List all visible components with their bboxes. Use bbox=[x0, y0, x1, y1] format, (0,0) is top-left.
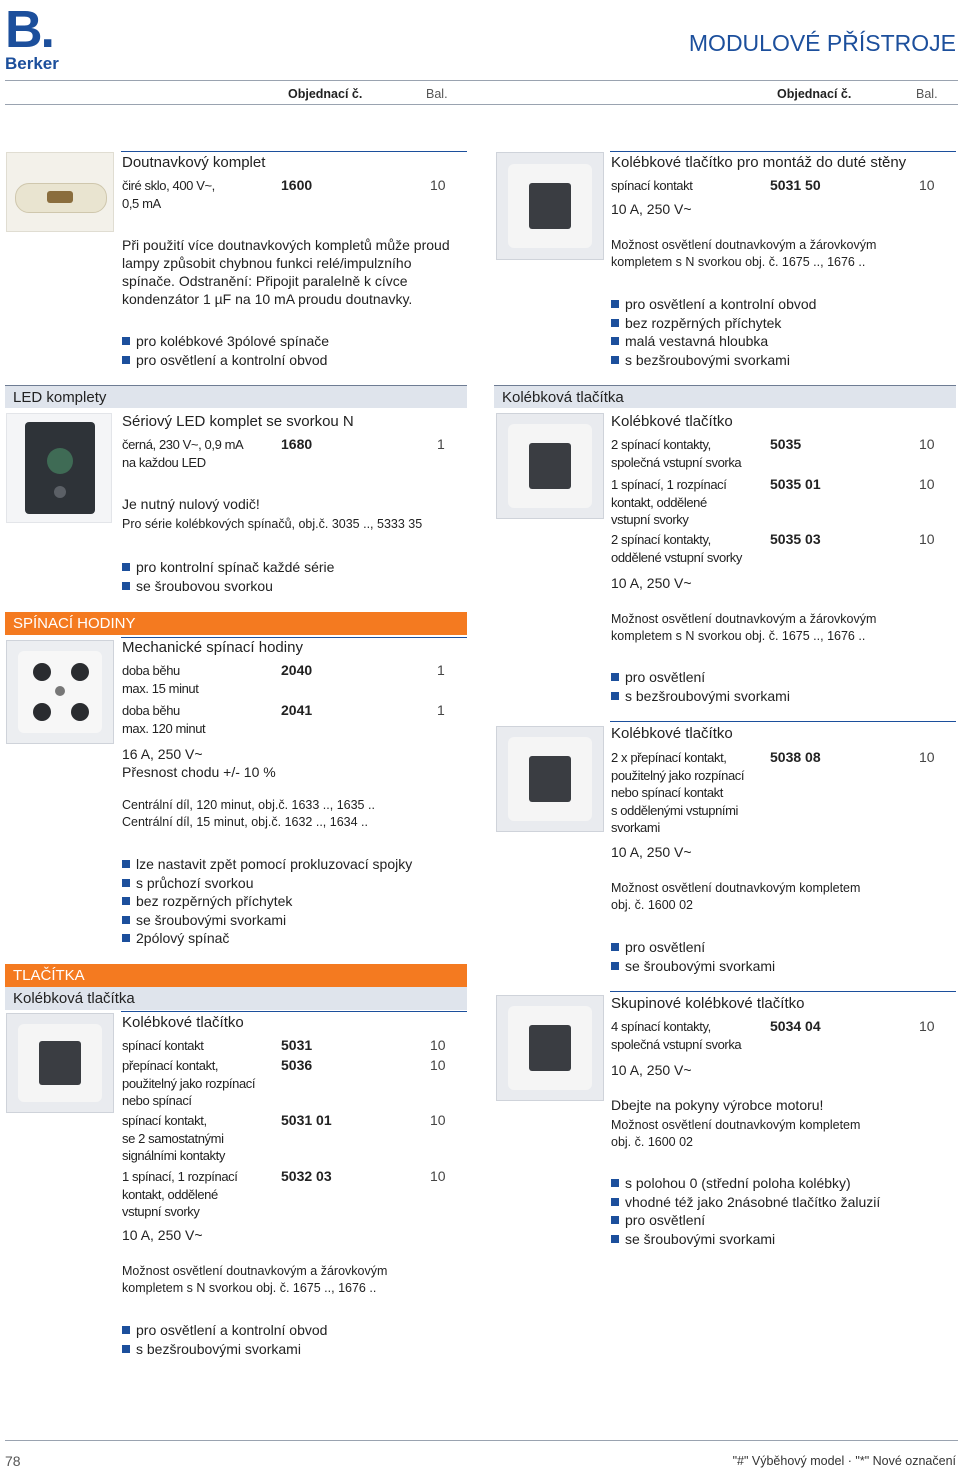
timer-row-label: max. 120 minut bbox=[122, 721, 206, 736]
bullet-square-icon bbox=[122, 1345, 130, 1353]
timer-row-label: max. 15 minut bbox=[122, 681, 199, 696]
order-number: 1600 bbox=[281, 177, 313, 193]
bullet-text: s bezšroubovými svorkami bbox=[625, 687, 790, 704]
bullet-text: pro osvětlení bbox=[625, 669, 706, 685]
footer-divider bbox=[5, 1440, 958, 1441]
pack-qty: 10 bbox=[430, 1168, 446, 1184]
bullet-square-icon bbox=[611, 300, 619, 308]
glow-lamp-image bbox=[6, 152, 114, 232]
col-pack-2: Bal. bbox=[916, 87, 938, 101]
bullet-item bbox=[122, 332, 329, 351]
header-divider bbox=[5, 80, 958, 81]
col-order-2: Objednací č. bbox=[777, 87, 852, 101]
row-line: nebo spínací bbox=[122, 1093, 192, 1108]
order-number: 5035 bbox=[770, 436, 802, 452]
row-line: kontakt, oddělené bbox=[611, 494, 707, 510]
rocker-row-label: spínací kontakt bbox=[122, 1038, 204, 1053]
bullet-item bbox=[611, 668, 790, 687]
glow-lamp-desc: čiré sklo, 400 V~, bbox=[122, 178, 215, 193]
bullet-square-icon bbox=[122, 1326, 130, 1334]
bullet-square-icon bbox=[611, 319, 619, 327]
rocker-row-label bbox=[122, 1112, 225, 1165]
bullet-square-icon bbox=[122, 934, 130, 942]
note-line: lampy způsobit chybnou funkci relé/impulzního bbox=[122, 255, 412, 271]
group-rocker-row-label bbox=[611, 1018, 741, 1053]
bullet-item bbox=[122, 1340, 327, 1359]
bullet-item bbox=[611, 1174, 880, 1193]
group-rocker-note: obj. č. 1600 02 bbox=[611, 1135, 694, 1149]
divider bbox=[610, 151, 956, 152]
glow-lamp-title: Doutnavkový komplet bbox=[122, 154, 266, 171]
bullet-item bbox=[122, 558, 334, 577]
section-rocker-buttons: Kolébková tlačítka bbox=[494, 385, 956, 408]
order-number: 5036 bbox=[281, 1057, 313, 1073]
bullet-text: pro osvětlení a kontrolní obvod bbox=[136, 351, 328, 368]
rocker2-title: Kolébkové tlačítko bbox=[611, 725, 733, 742]
led-title: Sériový LED komplet se svorkou N bbox=[122, 413, 354, 430]
bullet-text: s průchozí svorkou bbox=[136, 874, 254, 891]
order-number: 2040 bbox=[281, 662, 313, 678]
logo-letter: B. bbox=[5, 1, 53, 59]
row-line: 1 spínací, 1 rozpínací bbox=[611, 477, 727, 492]
footer-legend: "#" Výběhový model · "*" Nové označení bbox=[732, 1454, 956, 1468]
rocker1-spec: 10 A, 250 V~ bbox=[611, 575, 692, 591]
group-rocker-image bbox=[496, 995, 604, 1101]
rocker1-title: Kolébkové tlačítko bbox=[611, 413, 733, 430]
group-rocker-spec: 10 A, 250 V~ bbox=[611, 1062, 692, 1078]
order-number: 5035 03 bbox=[770, 531, 821, 547]
order-number: 5031 bbox=[281, 1037, 313, 1053]
pack-qty: 1 bbox=[437, 436, 445, 452]
pack-qty: 10 bbox=[430, 1057, 446, 1073]
hollow-wall-note: Možnost osvětlení doutnavkovým a žárovkovým bbox=[611, 238, 877, 252]
group-rocker-warning: Dbejte na pokyny výrobce motoru! bbox=[611, 1097, 824, 1113]
timer-row-label: doba běhu bbox=[122, 703, 180, 718]
rocker1-note: Možnost osvětlení doutnavkovým a žárovkovým bbox=[611, 612, 877, 626]
bullet-square-icon bbox=[122, 916, 130, 924]
pack-qty: 1 bbox=[437, 702, 445, 718]
bullet-square-icon bbox=[611, 692, 619, 700]
section-led: LED komplety bbox=[5, 385, 467, 408]
bullet-text: pro kontrolní spínač každé série bbox=[136, 559, 335, 575]
bullet-item bbox=[122, 855, 412, 874]
divider bbox=[121, 151, 467, 152]
bullet-square-icon bbox=[611, 356, 619, 364]
feature-list bbox=[122, 855, 412, 948]
row-line: s oddělenými vstupními bbox=[611, 802, 739, 818]
bullet-square-icon bbox=[122, 879, 130, 887]
bullet-text: se šroubovými svorkami bbox=[136, 911, 287, 928]
col-order-1: Objednací č. bbox=[288, 87, 363, 101]
bullet-item bbox=[611, 1230, 880, 1249]
bullet-item bbox=[611, 687, 790, 706]
section-pushbuttons: TLAČÍTKA bbox=[5, 964, 467, 987]
led-kit-image bbox=[6, 413, 112, 523]
row-line: použitelný jako rozpínací bbox=[611, 767, 745, 783]
bullet-text: s polohou 0 (střední poloha kolébky) bbox=[625, 1175, 851, 1191]
rocker2-row-label bbox=[611, 749, 744, 837]
bullet-item bbox=[122, 1321, 327, 1340]
timer-central: Centrální díl, 15 minut, obj.č. 1632 .., 1634 .. bbox=[122, 815, 368, 829]
bullet-text: 2pólový spínač bbox=[136, 930, 230, 946]
bullet-square-icon bbox=[611, 337, 619, 345]
bullet-text: vhodné též jako 2násobné tlačítko žaluzií bbox=[625, 1193, 881, 1210]
rocker-note: Možnost osvětlení doutnavkovým a žárovkovým bbox=[122, 1264, 388, 1278]
row-line: 4 spínací kontakty, bbox=[611, 1019, 711, 1034]
timer-title: Mechanické spínací hodiny bbox=[122, 639, 303, 656]
row-line: použitelný jako rozpínací bbox=[122, 1075, 256, 1091]
group-rocker-note: Možnost osvětlení doutnavkovým kompletem bbox=[611, 1118, 861, 1132]
row-line: 2 x přepínací kontakt, bbox=[611, 750, 727, 765]
row-line: vstupní svorky bbox=[611, 512, 689, 527]
rocker-button-image bbox=[6, 1013, 114, 1113]
bullet-text: pro osvětlení bbox=[625, 939, 706, 955]
bullet-item bbox=[611, 957, 775, 976]
hollow-wall-desc: spínací kontakt bbox=[611, 178, 693, 193]
section-timers: SPÍNACÍ HODINY bbox=[5, 612, 467, 635]
row-line: nebo spínací kontakt bbox=[611, 785, 723, 800]
bullet-item bbox=[122, 911, 412, 930]
rocker-note: kompletem s N svorkou obj. č. 1675 .., 1676 .. bbox=[122, 1281, 377, 1295]
bullet-text: lze nastavit zpět pomocí prokluzovací spojky bbox=[136, 856, 413, 872]
bullet-square-icon bbox=[122, 897, 130, 905]
pack-qty: 10 bbox=[430, 1112, 446, 1128]
bullet-item bbox=[611, 1193, 880, 1212]
pack-qty: 1 bbox=[437, 662, 445, 678]
order-number: 1680 bbox=[281, 436, 313, 452]
bullet-square-icon bbox=[611, 1235, 619, 1243]
bullet-text: bez rozpěrných příchytek bbox=[136, 893, 293, 909]
bullet-text: pro osvětlení a kontrolní obvod bbox=[625, 296, 817, 312]
row-line: spínací kontakt, bbox=[122, 1113, 207, 1128]
rocker2-note: Možnost osvětlení doutnavkovým kompletem bbox=[611, 881, 861, 895]
pack-qty: 10 bbox=[430, 177, 446, 193]
bullet-text: se šroubovými svorkami bbox=[625, 1230, 776, 1247]
pack-qty: 10 bbox=[919, 177, 935, 193]
bullet-square-icon bbox=[611, 1198, 619, 1206]
pack-qty: 10 bbox=[919, 749, 935, 765]
bullet-text: s bezšroubovými svorkami bbox=[136, 1340, 301, 1357]
led-note: Je nutný nulový vodič! bbox=[122, 496, 260, 512]
note-line: spínače. Odstranění: Připojit paralelně k cívce bbox=[122, 273, 408, 289]
bullet-item bbox=[611, 332, 816, 351]
col-pack-1: Bal. bbox=[426, 87, 448, 101]
bullet-text: pro osvětlení a kontrolní obvod bbox=[136, 1322, 328, 1338]
bullet-text: malá vestavná hloubka bbox=[625, 333, 769, 349]
note-line: Při použití více doutnavkových kompletů může proud bbox=[122, 237, 450, 253]
bullet-item bbox=[122, 577, 334, 596]
bullet-square-icon bbox=[122, 563, 130, 571]
rocker-spec: 10 A, 250 V~ bbox=[122, 1227, 203, 1243]
feature-list bbox=[611, 1174, 880, 1248]
hollow-wall-spec: 10 A, 250 V~ bbox=[611, 201, 692, 217]
berker-logo bbox=[5, 1, 67, 73]
divider bbox=[610, 991, 956, 992]
bullet-item bbox=[611, 938, 775, 957]
rocker-title: Kolébkové tlačítko bbox=[122, 1014, 244, 1031]
order-number: 5038 08 bbox=[770, 749, 821, 765]
double-rocker-image bbox=[496, 413, 604, 519]
row-line: oddělené vstupní svorky bbox=[611, 549, 742, 565]
group-rocker-title: Skupinové kolébkové tlačítko bbox=[611, 995, 805, 1012]
changeover-rocker-image bbox=[496, 726, 604, 832]
bullet-item bbox=[611, 351, 816, 370]
feature-list bbox=[611, 295, 816, 369]
bullet-square-icon bbox=[611, 1216, 619, 1224]
rocker1-row-label bbox=[611, 531, 742, 566]
bullet-text: se šroubovou svorkou bbox=[136, 577, 273, 594]
bullet-square-icon bbox=[611, 1179, 619, 1187]
bullet-text: bez rozpěrných příchytek bbox=[625, 314, 782, 331]
led-desc: na každou LED bbox=[122, 455, 206, 470]
order-number: 5035 01 bbox=[770, 476, 821, 492]
row-line: vstupní svorky bbox=[122, 1204, 200, 1219]
pack-qty: 10 bbox=[919, 1018, 935, 1034]
rocker1-row-label bbox=[611, 476, 727, 529]
bullet-text: s bezšroubovými svorkami bbox=[625, 351, 790, 368]
row-line: 1 spínací, 1 rozpínací bbox=[122, 1169, 238, 1184]
pack-qty: 10 bbox=[919, 476, 935, 492]
header-divider-2 bbox=[5, 104, 958, 105]
rocker2-note: obj. č. 1600 02 bbox=[611, 898, 694, 912]
timer-image bbox=[6, 640, 114, 744]
logo-brand: Berker bbox=[5, 54, 59, 73]
timer-spec: 16 A, 250 V~ bbox=[122, 746, 203, 762]
order-number: 5031 01 bbox=[281, 1112, 332, 1128]
bullet-square-icon bbox=[611, 673, 619, 681]
order-number: 2041 bbox=[281, 702, 313, 718]
divider bbox=[121, 1011, 467, 1012]
hollow-wall-button-image bbox=[496, 152, 604, 260]
pack-qty: 10 bbox=[919, 531, 935, 547]
bullet-square-icon bbox=[611, 943, 619, 951]
pack-qty: 10 bbox=[430, 1037, 446, 1053]
bullet-text: pro kolébkové 3pólové spínače bbox=[136, 333, 330, 349]
glow-lamp-note bbox=[122, 236, 450, 308]
timer-central: Centrální díl, 120 minut, obj.č. 1633 .., 1635 .. bbox=[122, 798, 375, 812]
divider bbox=[121, 637, 467, 638]
led-note: Pro série kolébkových spínačů, obj.č. 3035 .., 5333 35 bbox=[122, 517, 423, 531]
bullet-square-icon bbox=[122, 337, 130, 345]
order-number: 5031 50 bbox=[770, 177, 821, 193]
glow-lamp-desc: 0,5 mA bbox=[122, 196, 161, 211]
bullet-item bbox=[122, 892, 412, 911]
rocker1-note: kompletem s N svorkou obj. č. 1675 .., 1676 .. bbox=[611, 629, 866, 643]
bullet-square-icon bbox=[122, 860, 130, 868]
row-line: se 2 samostatnými bbox=[122, 1130, 224, 1146]
feature-list bbox=[611, 668, 790, 705]
row-line: svorkami bbox=[611, 820, 660, 835]
row-line: společná vstupní svorka bbox=[611, 454, 742, 470]
subsection-rocker-buttons: Kolébková tlačítka bbox=[5, 987, 467, 1010]
bullet-square-icon bbox=[122, 582, 130, 590]
feature-list bbox=[611, 938, 775, 975]
bullet-item bbox=[611, 314, 816, 333]
rocker-row-label bbox=[122, 1057, 255, 1110]
bullet-text: pro osvětlení bbox=[625, 1212, 706, 1228]
rocker1-row-label bbox=[611, 436, 741, 471]
bullet-item bbox=[611, 295, 816, 314]
feature-list bbox=[122, 1321, 327, 1358]
hollow-wall-note: kompletem s N svorkou obj. č. 1675 .., 1676 .. bbox=[611, 255, 866, 269]
order-number: 5032 03 bbox=[281, 1168, 332, 1184]
divider bbox=[610, 721, 956, 722]
led-desc: černá, 230 V~, 0,9 mA bbox=[122, 437, 244, 452]
rocker2-spec: 10 A, 250 V~ bbox=[611, 844, 692, 860]
bullet-item bbox=[122, 874, 412, 893]
page-title: MODULOVÉ PŘÍSTROJE bbox=[688, 30, 956, 56]
bullet-item bbox=[122, 351, 329, 370]
timer-row-label: doba běhu bbox=[122, 663, 180, 678]
note-line: kondenzátor 1 µF na 10 mA proudu doutnavky. bbox=[122, 291, 413, 307]
row-line: signálními kontakty bbox=[122, 1148, 225, 1163]
feature-list bbox=[122, 558, 334, 595]
timer-spec: Přesnost chodu +/- 10 % bbox=[122, 764, 276, 780]
row-line: společná vstupní svorka bbox=[611, 1036, 742, 1052]
bullet-text: se šroubovými svorkami bbox=[625, 957, 776, 974]
row-line: 2 spínací kontakty, bbox=[611, 437, 711, 452]
feature-list bbox=[122, 332, 329, 369]
pack-qty: 10 bbox=[919, 436, 935, 452]
row-line: 2 spínací kontakty, bbox=[611, 532, 711, 547]
bullet-item bbox=[122, 929, 412, 948]
bullet-item bbox=[611, 1211, 880, 1230]
bullet-square-icon bbox=[611, 962, 619, 970]
row-line: kontakt, oddělené bbox=[122, 1186, 218, 1202]
page-number: 78 bbox=[5, 1453, 21, 1469]
order-number: 5034 04 bbox=[770, 1018, 821, 1034]
hollow-wall-title: Kolébkové tlačítko pro montáž do duté stěny bbox=[611, 154, 907, 171]
rocker-row-label bbox=[122, 1168, 238, 1221]
row-line: přepínací kontakt, bbox=[122, 1058, 219, 1073]
bullet-square-icon bbox=[122, 356, 130, 364]
